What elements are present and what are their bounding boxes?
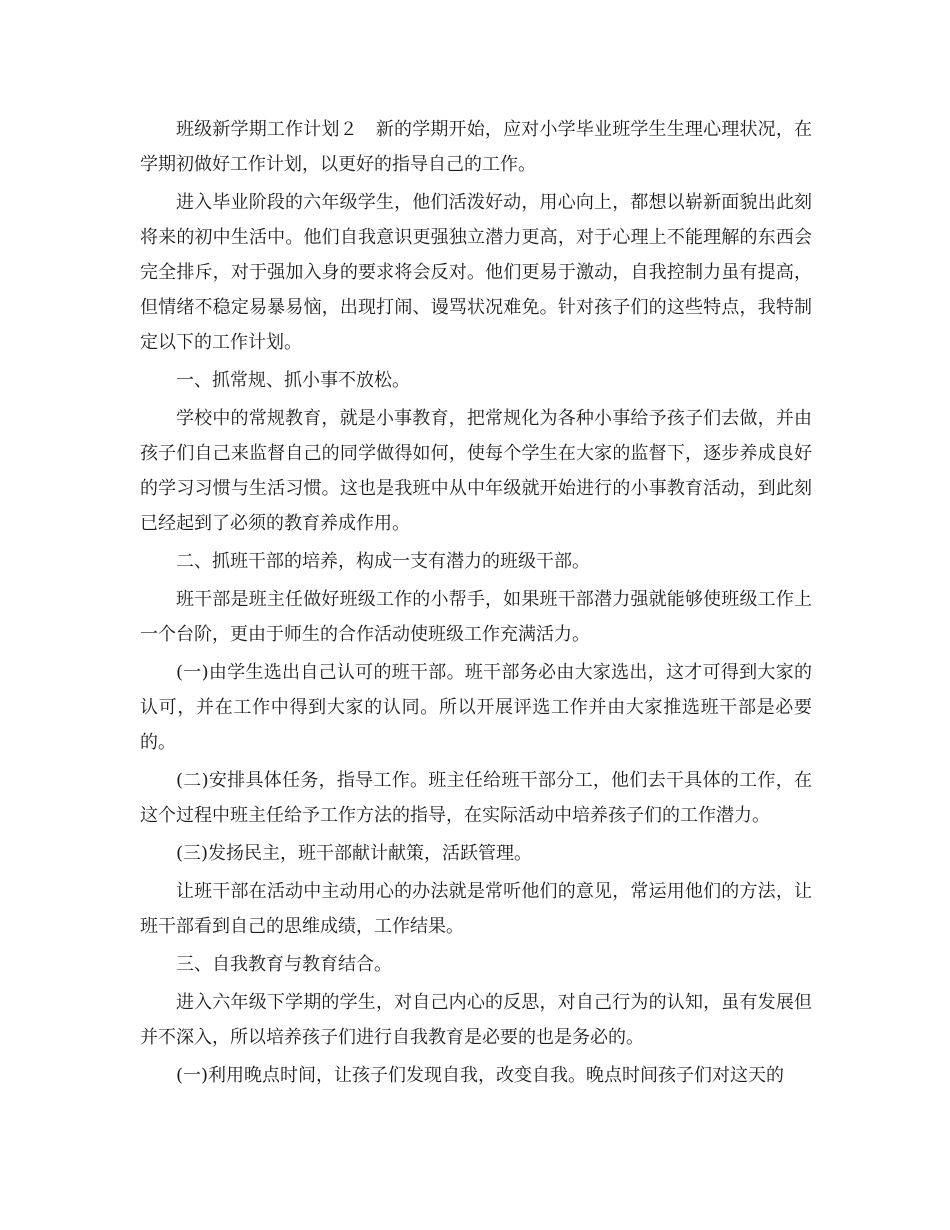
opening-text: 新的学期开始，应对小学毕业班学生生理心理状况，在学期初做好工作计划，以更好的指导自己的工作。 (140, 119, 813, 175)
sub-item-2-2: (二)安排具体任务，指导工作。班主任给班干部分工，他们去干具体的工作，在这个过程中班主任给予工作方法的指导，在实际活动中培养孩子们的工作潜力。 (140, 770, 812, 826)
section-heading-3: 三、自我教育与教育结合。 (176, 954, 392, 975)
paragraph-2: 学校中的常规教育，就是小事教育，把常规化为各种小事给予孩子们去做，并由孩子们自己来监督自己的同学做得如何，使每个学生在大家的监督下，逐步养成良好的学习习惯与生活习惯。这也是我班中从中年级就开始进行的小事教育活动，到此刻已经起到了必须的教育养成作用。 (140, 408, 812, 534)
paragraph-4: 让班干部在活动中主动用心的办法就是常听他们的意见，常运用他们的方法，让班干部看到自己的思维成绩，工作结果。 (140, 881, 812, 937)
section-heading-2: 二、抓班干部的培养，构成一支有潜力的班级干部。 (176, 551, 590, 572)
sub-item-3-1: (一)利用晚点时间，让孩子们发现自我，改变自我。晚点时间孩子们对这天的 (176, 1065, 785, 1086)
paragraph-5: 进入六年级下学期的学生，对自己内心的反思，对自己行为的认知，虽有发展但并不深入，所以培养孩子们进行自我教育是必要的也是务必的。 (140, 992, 812, 1048)
sub-item-2-3: (三)发扬民主，班干部献计献策，活跃管理。 (176, 843, 533, 864)
sub-item-2-1: (一)由学生选出自己认可的班干部。班干部务必由大家选出，这才可得到大家的认可，并在工作中得到大家的认同。所以开展评选工作并由大家推选班干部是必要的。 (140, 662, 812, 753)
document-title: 班级新学期工作计划２ (176, 119, 358, 140)
section-heading-1: 一、抓常规、抓小事不放松。 (176, 370, 410, 391)
paragraph-1: 进入毕业阶段的六年级学生，他们活泼好动，用心向上，都想以崭新面貌出此刻将来的初中生活中。他们自我意识更强独立潜力更高，对于心理上不能理解的东西会完全排斥，对于强加入身的要求将会反对。他们更易于激动，自我控制力虽有提高，但情绪不稳定易暴易恼，出现打闹、谩骂状况难免。针对孩子们的这些特点，我特制定以下的工作计划。 (140, 192, 812, 353)
paragraph-3: 班干部是班主任做好班级工作的小帮手，如果班干部潜力强就能够使班级工作上一个台阶，更由于师生的合作活动使班级工作充满活力。 (140, 589, 812, 645)
opening-paragraph (140, 112, 812, 182)
document-body (140, 112, 812, 1096)
